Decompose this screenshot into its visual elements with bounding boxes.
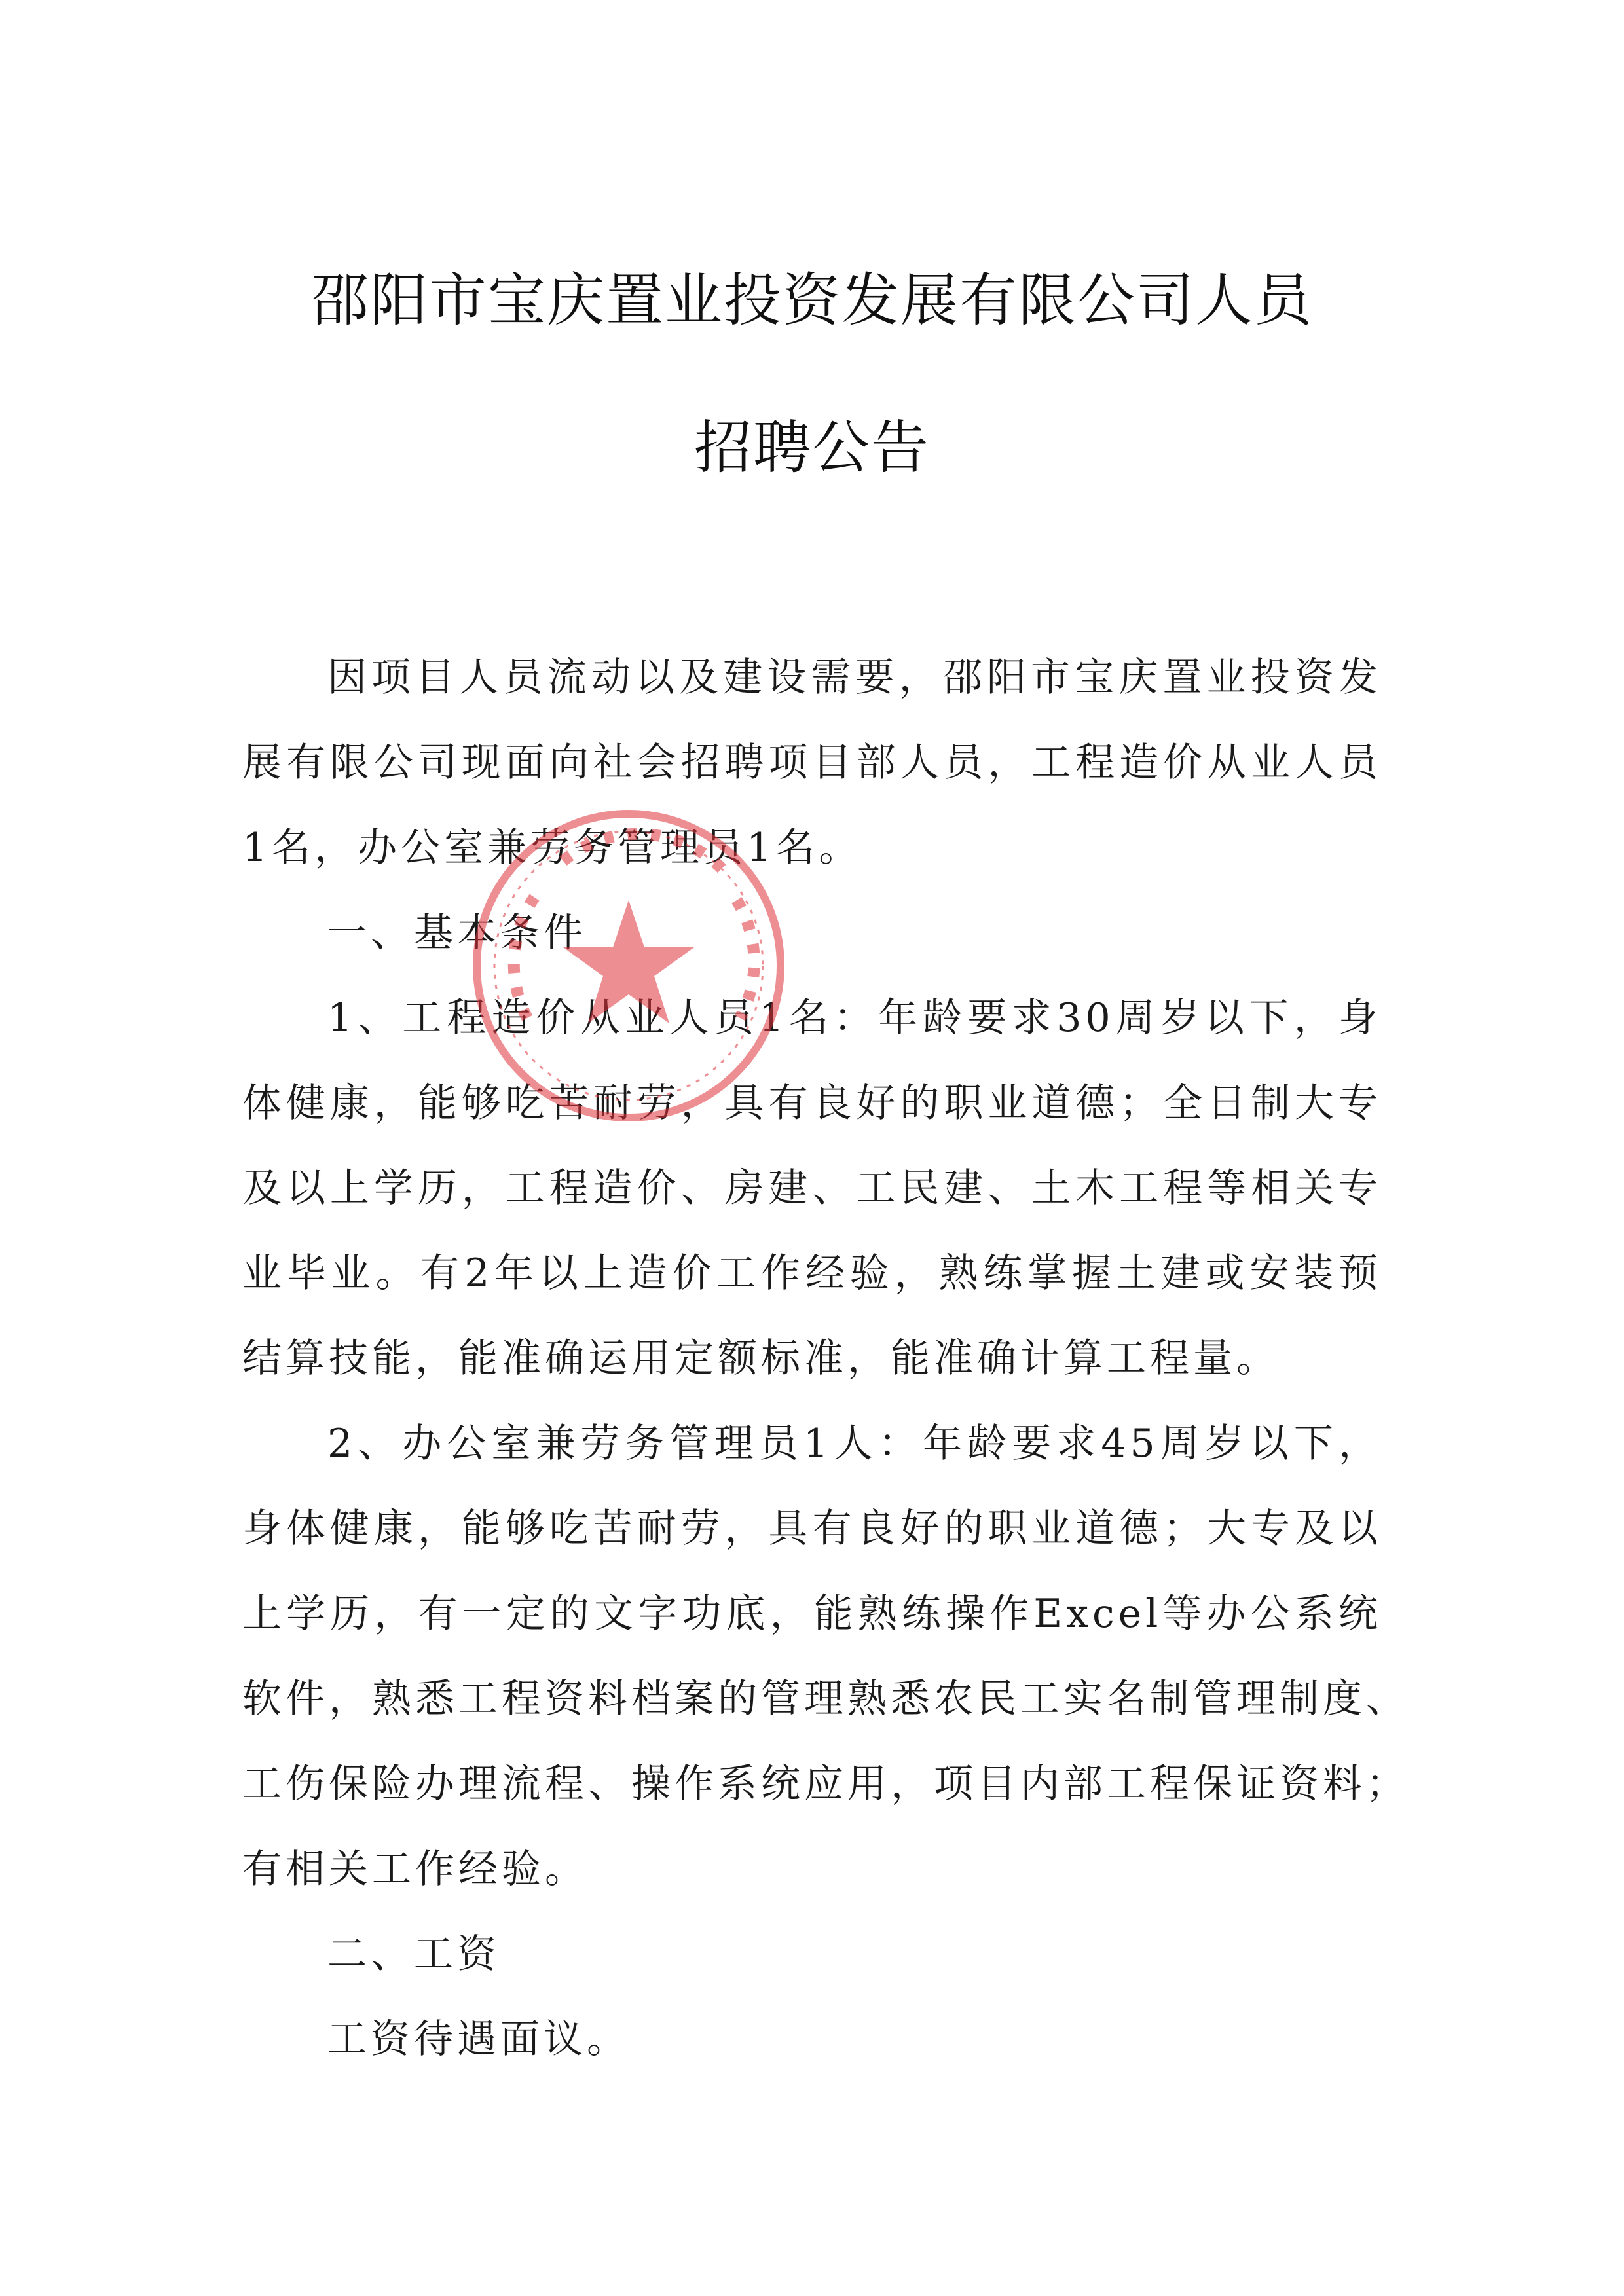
section-heading: 二、工资 xyxy=(327,1931,500,1977)
paragraph-line: 2、办公室兼劳务管理员1人：年龄要求45周岁以下， xyxy=(327,1421,1382,1467)
paragraph-line: 展有限公司现面向社会招聘项目部人员，工程造价从业人员 xyxy=(242,740,1382,786)
paragraph-line: 因项目人员流动以及建设需要，邵阳市宝庆置业投资发 xyxy=(327,655,1382,701)
seal-rim-marks xyxy=(563,834,727,874)
official-seal-icon xyxy=(465,802,792,1129)
paragraph-line: 工伤保险办理流程、操作系统应用，项目内部工程保证资料； xyxy=(242,1761,1409,1807)
paragraph-line: 身体健康，能够吃苦耐劳，具有良好的职业道德；大专及以 xyxy=(242,1506,1382,1552)
paragraph-line: 1、工程造价从业人员1名：年龄要求30周岁以下，身 xyxy=(327,995,1382,1041)
paragraph-line: 结算技能，能准确运用定额标准，能准确计算工程量。 xyxy=(242,1336,1280,1381)
paragraph-line: 上学历，有一定的文字功底，能熟练操作Excel等办公系统 xyxy=(242,1591,1382,1637)
paragraph-line: 软件，熟悉工程资料档案的管理熟悉农民工实名制管理制度、 xyxy=(242,1676,1409,1722)
paragraph-line: 工资待遇面议。 xyxy=(327,2016,630,2062)
paragraph-line: 1名，办公室兼劳务管理员1名。 xyxy=(242,825,862,871)
seal-star-icon xyxy=(563,900,694,1023)
seal-rim-marks xyxy=(737,900,754,1018)
section-heading: 一、基本条件 xyxy=(327,910,587,956)
seal-rim-marks xyxy=(514,894,537,1018)
title-line-2: 招聘公告 xyxy=(693,414,930,481)
paragraph-line: 有相关工作经验。 xyxy=(242,1846,588,1892)
paragraph-line: 业毕业。有2年以上造价工作经验，熟练掌握土建或安装预 xyxy=(242,1250,1382,1296)
title-line-1: 邵阳市宝庆置业投资发展有限公司人员 xyxy=(310,266,1313,334)
paragraph-line: 体健康，能够吃苦耐劳，具有良好的职业道德；全日制大专 xyxy=(242,1080,1382,1126)
paragraph-line: 及以上学历，工程造价、房建、工民建、土木工程等相关专 xyxy=(242,1165,1382,1211)
